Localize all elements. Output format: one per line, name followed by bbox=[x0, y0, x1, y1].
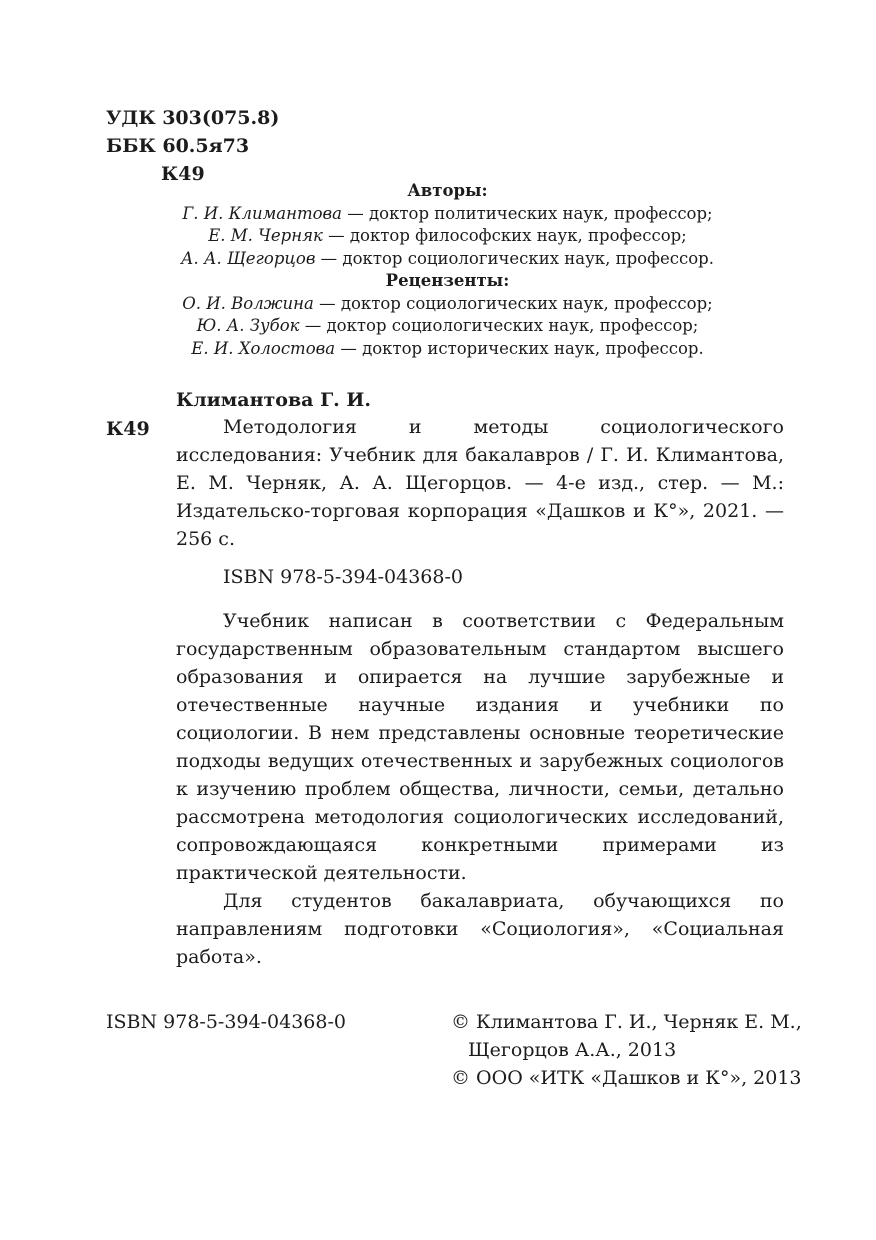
reviewer-description: — доктор социологических наук, профессор; bbox=[299, 316, 699, 335]
author-entry bbox=[140, 203, 755, 226]
author-description: — доктор социологических наук, профессор. bbox=[315, 248, 714, 268]
author-name: Г. И. Климантова bbox=[182, 203, 342, 223]
udk-code: УДК 303(075.8) bbox=[106, 107, 280, 129]
reviewer-description: — доктор социологических наук, профессор; bbox=[313, 293, 713, 313]
author-mark: К49 bbox=[161, 163, 205, 185]
bibliographic-record bbox=[176, 413, 784, 971]
author-mark-side: К49 bbox=[106, 418, 150, 440]
author-name: Е. М. Черняк bbox=[208, 226, 323, 245]
copyright-publisher: © ООО «ИТК «Дашков и К°», 2013 bbox=[451, 1067, 802, 1089]
author-name: А. А. Щегорцов bbox=[180, 248, 316, 268]
main-author: Климантова Г. И. bbox=[176, 389, 371, 411]
author-description: — доктор философских наук, профессор; bbox=[322, 226, 687, 245]
reviewer-entry bbox=[140, 293, 755, 316]
annotation-paragraph-2: Для студентов бакалавриата, обучающихся по направлениям подготовки «Социология», «Социальная работа». bbox=[176, 890, 784, 968]
footer-isbn: ISBN 978-5-394-04368-0 bbox=[106, 1011, 346, 1033]
copyright-authors-cont: Щегорцов А.А., 2013 bbox=[468, 1039, 677, 1061]
authors-heading: Авторы: bbox=[407, 181, 488, 200]
author-entry bbox=[140, 225, 755, 248]
bibliographic-description: Методология и методы социологического исследования: Учебник для бакалавров / Г. И. Климантова, Е. М. Черняк, А. А. Щегорцов. — 4-е изд., стер. — М.: Издательско-торговая корпорация «Дашков и К°», 2021. — 256 с. bbox=[176, 416, 784, 550]
reviewer-name: Ю. А. Зубок bbox=[196, 316, 300, 335]
annotation-paragraph-1: Учебник написан в соответствии с Федеральным государственным образовательным стандартом высшего образования и опирается на лучшие зарубежные и отечественные научные издания и учебники по социологии. В нем представлены основные теоретические подходы ведущих отечественных и зарубежных социологов к изучению проблем общества, личности, семьи, детально рассмотрена методология социологических исследований, сопровождающаяся конкретными примерами из практической деятельности. bbox=[176, 610, 784, 884]
reviewer-name: Е. И. Холостова bbox=[191, 338, 336, 358]
authors-reviewers-block bbox=[140, 180, 755, 360]
record-isbn: ISBN 978-5-394-04368-0 bbox=[223, 566, 463, 588]
reviewers-heading: Рецензенты: bbox=[385, 271, 510, 290]
classification-codes bbox=[106, 104, 279, 188]
copyright-notice bbox=[451, 1008, 802, 1092]
reviewer-entry bbox=[140, 338, 755, 361]
reviewer-entry bbox=[140, 315, 755, 338]
author-entry bbox=[140, 248, 755, 271]
reviewer-name: О. И. Волжина bbox=[182, 293, 314, 313]
bbk-code: ББК 60.5я73 bbox=[106, 135, 250, 157]
author-description: — доктор политических наук, профессор; bbox=[341, 203, 713, 223]
reviewer-description: — доктор исторических наук, профессор. bbox=[335, 338, 704, 358]
copyright-authors: © Климантова Г. И., Черняк Е. М., bbox=[451, 1011, 802, 1033]
